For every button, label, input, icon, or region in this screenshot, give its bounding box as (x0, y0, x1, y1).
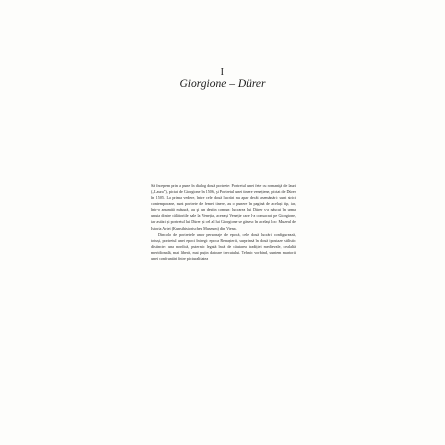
paragraph: Dincolo de portretele unor personaje de epocă, cele două lucrări configurează, totuși, portretul unei epoci întregi: epoca Renașterii, surprinsă în două ipostaze stilistic distincte: una nordică, puternic legată încă de căutarea tradiției medievale, cealaltă meridională, mai liberă, mai puțin datoare trecutului. Tehnic vorbind, suntem martorii unei confruntări între picturalitatea (151, 231, 296, 261)
chapter-title: Giorgione – Dürer (179, 78, 266, 90)
paragraph: Să începem prin a pune în dialog două portrete: Portretul unei fete cu romaniţă de lauri („Laura"), pictat de Giorgione în 1506, şi Portretul unei tinere venețiene, pictat de Dürer în 1505. La prima vedere, între cele două lucrări nu apar decât asemănări: sunt strict contemporane, sunt portrete de femei tinere, au o punere în pagină de același tip, iar, într-o anumită măsură, au şi un destin comun: lucrarea lui Dürer s-a născut în urma unuia dintre călătoriile sale la Veneția, aceeași Veneție care l-a consacrat pe Giorgione, iar astăzi și portretul lui Dürer și cel al lui Giorgione se găsesc în același loc: Muzeul de Istoria Artei (Kunsthistorisches Museum) din Viena. (151, 183, 296, 231)
chapter-number: I (220, 67, 225, 78)
body-text (151, 183, 296, 262)
